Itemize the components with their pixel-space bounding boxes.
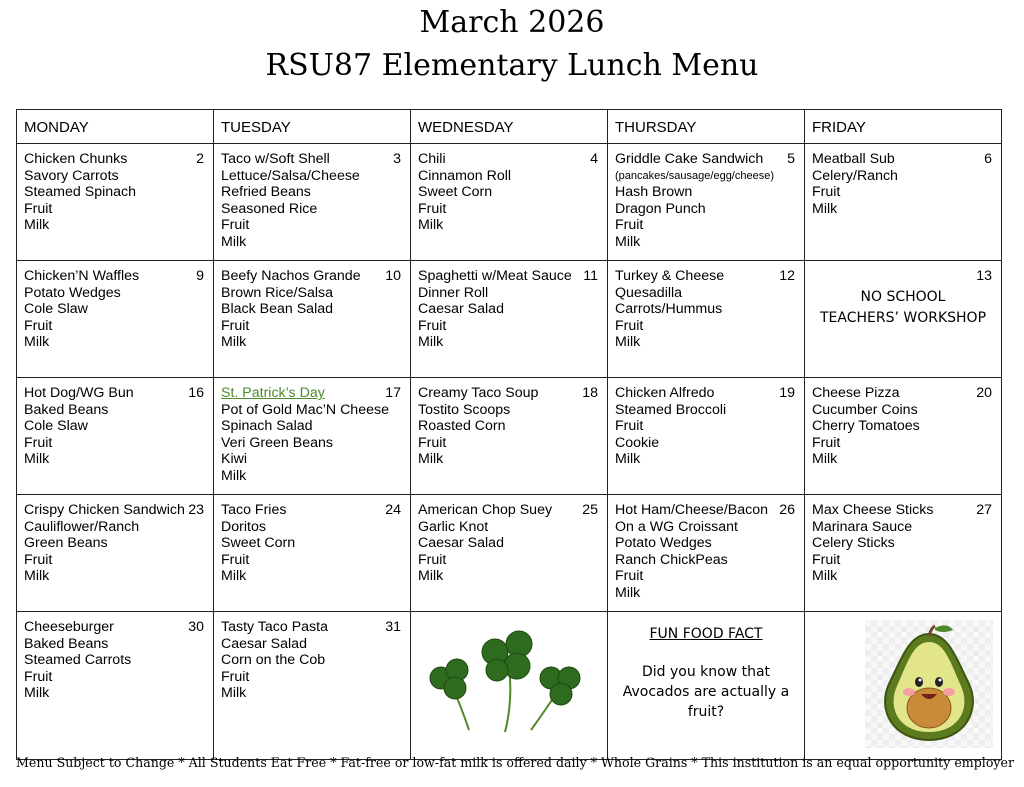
menu-item: Caesar Salad <box>221 635 307 652</box>
menu-item: Cinnamon Roll <box>418 167 512 184</box>
menu-item: Steamed Broccoli <box>615 401 727 418</box>
day-cell <box>608 495 804 611</box>
menu-item: Milk <box>221 233 247 250</box>
day-number: 27 <box>976 502 992 518</box>
fun-fact-line: Avocados are actually a <box>622 684 790 700</box>
menu-item: On a WG Croissant <box>615 518 738 535</box>
col-header-monday: MONDAY <box>17 110 214 144</box>
day-number: 25 <box>582 502 598 518</box>
day-cell <box>411 261 607 377</box>
menu-item: Fruit <box>615 418 644 435</box>
col-header-friday: FRIDAY <box>805 110 1002 144</box>
menu-item: Cheese Pizza <box>812 385 900 401</box>
menu-item: Cucumber Coins <box>812 401 918 418</box>
menu-item: Quesadilla <box>615 284 683 301</box>
day-cell <box>17 144 213 260</box>
menu-item: Garlic Knot <box>418 518 489 535</box>
menu-item: Brown Rice/Salsa <box>221 284 333 301</box>
menu-item: Potato Wedges <box>615 535 712 552</box>
col-header-tuesday: TUESDAY <box>214 110 411 144</box>
menu-item: Caesar Salad <box>418 535 504 552</box>
day-cell <box>214 144 410 260</box>
day-cell <box>805 144 1001 260</box>
day-cell <box>608 144 804 260</box>
menu-item: Fruit <box>24 200 53 217</box>
day-cell <box>17 261 213 377</box>
menu-item: Steamed Spinach <box>24 184 136 201</box>
col-header-thursday: THURSDAY <box>608 110 805 144</box>
menu-item: Hot Ham/Cheese/Bacon <box>615 502 768 518</box>
menu-item: Green Beans <box>24 535 108 552</box>
menu-item: Milk <box>221 685 247 702</box>
fun-fact-title: FUN FOOD FACT <box>649 626 763 642</box>
menu-item: Milk <box>24 568 50 585</box>
day-number: 20 <box>976 385 992 401</box>
day-number: 31 <box>385 619 401 635</box>
menu-item: Fruit <box>615 317 644 334</box>
menu-item: Cherry Tomatoes <box>812 418 920 435</box>
day-cell <box>805 261 1001 377</box>
workshop-label: TEACHERS’ WORKSHOP <box>819 310 987 326</box>
week-row <box>17 378 1002 495</box>
menu-item: Steamed Carrots <box>24 652 132 669</box>
menu-item: Milk <box>24 334 50 351</box>
menu-item: Chicken’N Waffles <box>24 268 140 284</box>
col-header-wednesday: WEDNESDAY <box>411 110 608 144</box>
day-cell <box>17 612 213 759</box>
menu-item: Baked Beans <box>24 635 109 652</box>
menu-item: Fruit <box>24 434 53 451</box>
menu-item: Milk <box>221 467 247 484</box>
menu-item: Marinara Sauce <box>812 518 913 535</box>
menu-item: Milk <box>221 568 247 585</box>
day-cell <box>17 378 213 494</box>
menu-item: Milk <box>418 217 444 234</box>
day-number: 11 <box>583 268 598 284</box>
day-number: 16 <box>188 385 204 401</box>
shamrock-cell <box>411 612 607 759</box>
menu-item: Creamy Taco Soup <box>418 385 539 401</box>
menu-item: Taco w/Soft Shell <box>221 151 330 167</box>
menu-item: Griddle Cake Sandwich <box>615 151 764 167</box>
menu-item: Fruit <box>615 568 644 585</box>
menu-item: Tostito Scoops <box>418 401 511 418</box>
week-row <box>17 612 1002 760</box>
menu-item: Turkey & Cheese <box>615 268 725 284</box>
day-number: 17 <box>385 385 401 401</box>
menu-item: Veri Green Beans <box>221 434 333 451</box>
weekday-header-row <box>17 110 1002 144</box>
day-cell <box>411 378 607 494</box>
menu-item: Milk <box>24 685 50 702</box>
shamrock-right-icon <box>540 667 580 705</box>
menu-item: Black Bean Salad <box>221 301 333 318</box>
day-number: 19 <box>779 385 795 401</box>
menu-item: Fruit <box>24 668 53 685</box>
menu-item: Tasty Taco Pasta <box>221 619 328 635</box>
week-row <box>17 261 1002 378</box>
menu-item: Milk <box>418 334 444 351</box>
menu-item: Dinner Roll <box>418 284 489 301</box>
day-cell <box>608 378 804 494</box>
menu-item: Max Cheese Sticks <box>812 502 934 518</box>
menu-item: Fruit <box>812 551 841 568</box>
day-number: 6 <box>984 151 992 167</box>
menu-item: Chili <box>418 151 446 167</box>
menu-item: Doritos <box>221 518 266 535</box>
menu-item: Roasted Corn <box>418 418 506 435</box>
menu-item: Cheeseburger <box>24 619 114 635</box>
day-cell <box>214 495 410 611</box>
menu-item: Fruit <box>24 551 53 568</box>
shamrock-center-icon <box>482 631 532 681</box>
day-cell <box>411 144 607 260</box>
menu-item: Spinach Salad <box>221 418 313 435</box>
menu-item: Fruit <box>418 434 447 451</box>
day-number: 12 <box>779 268 795 284</box>
shamrock-left-icon <box>430 659 468 699</box>
menu-item: Celery/Ranch <box>812 167 898 184</box>
menu-item: American Chop Suey <box>418 502 553 518</box>
menu-item: Fruit <box>615 217 644 234</box>
avocado-cell <box>805 612 1001 759</box>
menu-item: Lettuce/Salsa/Cheese <box>221 167 360 184</box>
footer-note: Menu Subject to Change * All Students Eat Free * Fat-free or low-fat milk is offered daily * Whole Grains * This institution is an equal opportunity employer <box>16 755 1014 770</box>
menu-item: Celery Sticks <box>812 535 895 552</box>
menu-item: Taco Fries <box>221 502 287 518</box>
menu-item: Refried Beans <box>221 184 311 201</box>
menu-item: Sweet Corn <box>418 184 493 201</box>
day-number: 18 <box>582 385 598 401</box>
menu-item: Kiwi <box>221 451 248 468</box>
menu-item: Fruit <box>418 317 447 334</box>
menu-item: Milk <box>812 451 838 468</box>
no-school-note <box>805 287 1001 329</box>
day-number: 5 <box>787 151 795 167</box>
week-row <box>17 144 1002 261</box>
menu-item: Fruit <box>418 551 447 568</box>
menu-item: Cole Slaw <box>24 418 88 435</box>
day-cell <box>214 378 410 494</box>
menu-item: Chicken Alfredo <box>615 385 715 401</box>
menu-item: Fruit <box>24 317 53 334</box>
day-number: 30 <box>188 619 204 635</box>
st-patricks-day-link[interactable]: St. Patrick’s Day <box>221 385 325 401</box>
menu-item: Savory Carrots <box>24 167 119 184</box>
menu-item: Beefy Nachos Grande <box>221 268 361 284</box>
day-number: 23 <box>188 502 204 518</box>
fun-fact-line: Did you know that <box>641 664 771 680</box>
menu-item: Corn on the Cob <box>221 652 326 669</box>
day-cell <box>214 612 410 759</box>
avocado-illustration <box>865 620 993 748</box>
fun-fact-line: fruit? <box>687 704 725 720</box>
menu-item: Sweet Corn <box>221 535 296 552</box>
menu-item: Milk <box>615 451 641 468</box>
menu-item: Spaghetti w/Meat Sauce <box>418 268 572 284</box>
menu-calendar <box>16 109 1002 760</box>
week-row <box>17 495 1002 612</box>
menu-item: Cookie <box>615 434 660 451</box>
menu-item: Milk <box>418 568 444 585</box>
day-cell <box>214 261 410 377</box>
menu-item: Meatball Sub <box>812 151 895 167</box>
menu-item: Fruit <box>812 184 841 201</box>
day-number: 13 <box>976 268 992 284</box>
menu-item: Milk <box>812 568 838 585</box>
menu-item: Milk <box>615 334 641 351</box>
menu-item: Cole Slaw <box>24 301 88 318</box>
menu-item: Potato Wedges <box>24 284 121 301</box>
menu-item: Milk <box>615 233 641 250</box>
menu-item: Chicken Chunks <box>24 151 128 167</box>
day-cell <box>411 495 607 611</box>
avocado-icon <box>865 620 993 748</box>
day-number: 3 <box>393 151 401 167</box>
menu-item: Pot of Gold Mac’N Cheese <box>221 401 389 418</box>
menu-item: Milk <box>812 200 838 217</box>
menu-item: Carrots/Hummus <box>615 301 723 318</box>
menu-item: Fruit <box>418 200 447 217</box>
menu-item: Milk <box>24 451 50 468</box>
day-number: 26 <box>779 502 795 518</box>
day-cell <box>805 378 1001 494</box>
day-cell <box>608 261 804 377</box>
day-cell <box>17 495 213 611</box>
menu-item: Seasoned Rice <box>221 200 318 217</box>
shamrock-illustration <box>421 626 591 734</box>
menu-item: Ranch ChickPeas <box>615 551 728 568</box>
day-number: 9 <box>196 268 204 284</box>
menu-item: Dragon Punch <box>615 200 706 217</box>
day-number: 10 <box>385 268 401 284</box>
menu-item: Fruit <box>221 217 250 234</box>
menu-item: Baked Beans <box>24 401 109 418</box>
no-school-label: NO SCHOOL <box>860 289 946 305</box>
fun-food-fact <box>608 612 804 759</box>
menu-item: Milk <box>615 584 641 601</box>
menu-item: Hash Brown <box>615 184 693 201</box>
menu-item: Caesar Salad <box>418 301 504 318</box>
menu-item: Fruit <box>221 551 250 568</box>
menu-item: Fruit <box>221 317 250 334</box>
day-number: 24 <box>385 502 401 518</box>
menu-item-detail: (pancakes/sausage/egg/cheese) <box>615 169 774 182</box>
day-number: 4 <box>590 151 598 167</box>
menu-item: Milk <box>221 334 247 351</box>
page-title: March 2026 <box>419 5 605 40</box>
menu-item: Fruit <box>812 434 841 451</box>
day-number: 2 <box>196 151 204 167</box>
menu-item: Crispy Chicken Sandwich <box>24 502 185 518</box>
menu-item: Cauliflower/Ranch <box>24 518 140 535</box>
menu-item: Milk <box>24 217 50 234</box>
fun-fact-text <box>618 662 794 722</box>
day-cell <box>805 495 1001 611</box>
menu-item: Milk <box>418 451 444 468</box>
page-subtitle: RSU87 Elementary Lunch Menu <box>265 48 759 83</box>
menu-item: Hot Dog/WG Bun <box>24 385 134 401</box>
menu-item: Fruit <box>221 668 250 685</box>
